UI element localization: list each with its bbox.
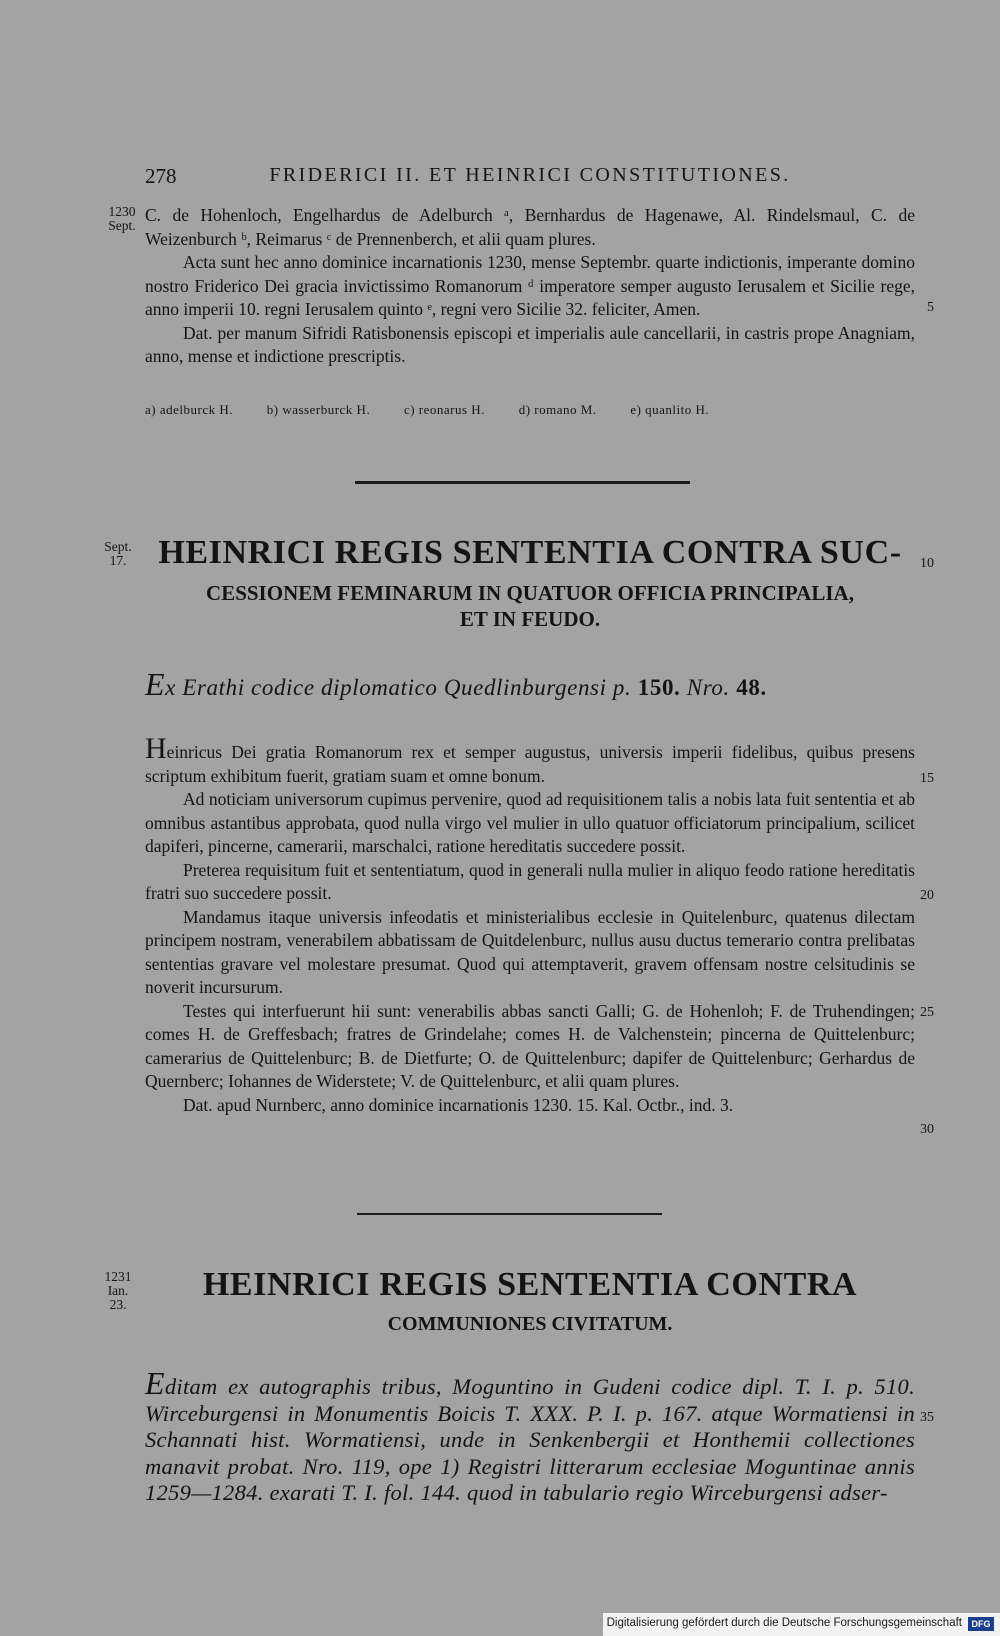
source-note-2 [145,1365,915,1507]
source-page: 150. [637,675,681,700]
charter-paragraph: Preterea requisitum fuit et sententiatum, quod in generali nulla mulier in aliquo feodo ratione hereditatis fratri suo succedere possit. [145,859,915,903]
line-number: 10 [920,556,934,571]
line-number: 25 [920,1005,934,1020]
document-subtitle-1: CESSIONEM FEMINARUM IN QUATUOR OFFICIA PRINCIPALIA, ET IN FEUDO. [206,581,854,631]
line-number: 35 [920,1410,934,1425]
footnote: c) reonarus H. [403,402,485,417]
dfg-logo: DFG [968,1617,994,1631]
source-nro: 48. [736,675,767,700]
first-doc-text [145,204,915,369]
section-divider [355,481,690,484]
footnote: d) romano M. [518,402,597,417]
footnote: e) quanlito H. [630,402,710,417]
source-note-1 [145,666,915,703]
charter-paragraph: einricus Dei gratia Romanorum rex et semper augustus, universis imperii fidelibus, quibus presens scriptum exhibitum fuerit, gratiam suam et omne bonum. [145,742,915,786]
footnote: a) adelburck H. [145,402,233,417]
source-initial: E [145,666,166,702]
footer-text: Digitalisierung gefördert durch die Deutsche Forschungsgemeinschaft [606,1617,962,1629]
initial-letter: H [145,732,167,765]
running-head [145,164,915,190]
footnote: b) wasserburck H. [266,402,371,417]
source-initial: E [145,1365,165,1401]
line-number: 5 [927,300,934,315]
section-divider [357,1213,662,1215]
source-text: ditam ex autographis tribus, Moguntino in Gudeni codice dipl. T. I. p. 510. Wirceburgensi in Monumentis Boicis T. XXX. P. I. p. 167. atque Wormatiensi in Schannati hist. Wormatiensi, unde in Senkenbergii et Honthemii collectiones manavit probat. Nro. 119, ope 1) Registri litterarum ecclesiae Moguntinae annis 1259—1284. exarati T. I. fol. 144. quod in tabulario regio Wirceburgensi adser- [145,1374,915,1505]
line-number: 30 [920,1122,934,1137]
witness-list: C. de Hohenloch, Engelhardus de Adelburch ᵃ, Bernhardus de Hagenawe, Al. Rindelsmaul, C. de Weizenburch ᵇ, Reimarus ᶜ de Prennenberch, et alii quam plures. [145,205,915,249]
dating-clause: Acta sunt hec anno dominice incarnationis 1230, mense Septembr. quarte indictionis, imperante domino nostro Friderico Dei gracia invictissimo Romanorum ᵈ imperatore semper augusto Ierusalem et Sicilie rege, anno imperii 10. regni Ierusalem quinto ᵉ, regni vero Sicilie 32. feliciter, Amen. [145,252,915,319]
charter-paragraph: Mandamus itaque universis infeodatis et ministerialibus ecclesie in Quitelenburc, quatenus dilectam principem nostram, venerabilem abbatissam de Quitdelenburc, nullus ausu ductus temerario contra prelibatas sententias gravare vel molestare presumat. Quod qui attemptaverit, gravem offensam nostre celsitudinis se noverit incursurum. [145,906,915,997]
charter-text-1 [145,732,915,1117]
source-nro-label: Nro. [686,675,730,700]
margin-date-2: Sept. 17. [104,539,132,568]
source-text: x Erathi codice diplomatico Quedlinburgensi p. [165,675,632,700]
charter-paragraph: Ad noticiam universorum cupimus pervenire, quod ad requisitionem talis a nobis lata fuit sententia et ab omnibus astantibus approbata, quod nulla virgo vel mulier in ullo quatuor officiatorum principalium, scilicet dapiferi, pincerne, camerarii, marschalci, ratione hereditatis succedere possit. [145,789,915,856]
digitization-footer [603,1613,1000,1636]
document-subtitle-2: COMMUNIONES CIVITATUM. [387,1313,673,1335]
line-number: 20 [920,888,934,903]
running-head-title: FRIDERICI II. ET HEINRICI CONSTITUTIONES. [269,164,791,186]
charter-paragraph: Testes qui interfuerunt hii sunt: venerabilis abbas sancti Galli; G. de Hohenloh; F. de Truhendingen; comes H. de Greffesbach; fratres de Grindelahe; comes H. de Valchenstein; pincerna de Quittelenburc; camerarius de Quittelenburc; B. de Dietfurte; O. de Quittelenburc; dapifer de Quittelenburc; Gerhardus de Quernberc; Iohannes de Widerstete; V. de Quittelenburc, et alii quam plures. [145,1000,915,1091]
document-title-1: HEINRICI REGIS SENTENTIA CONTRA SUC- [158,534,902,571]
document-title-2: HEINRICI REGIS SENTENTIA CONTRA [202,1266,858,1303]
margin-date-3: 1231 Ian. 23. [104,1269,132,1312]
chancery-clause: Dat. per manum Sifridi Ratisbonensis episcopi et imperialis aule cancellarii, in castris prope Anagniam, anno, mense et indictione prescriptis. [145,322,915,366]
page-number: 278 [145,164,177,188]
margin-date-1: 1230 Sept. [108,204,136,233]
charter-paragraph: Dat. apud Nurnberc, anno dominice incarnationis 1230. 15. Kal. Octbr., ind. 3. [183,1094,734,1115]
footnotes [145,402,915,418]
line-number: 15 [920,771,934,786]
